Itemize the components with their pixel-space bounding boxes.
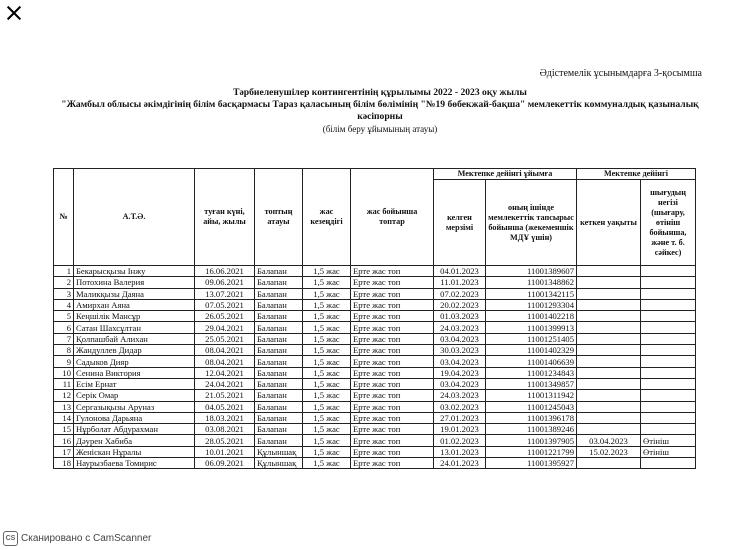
- row-age: 1,5 жас: [303, 458, 351, 469]
- table-row: [54, 345, 696, 356]
- row-left-date: [577, 356, 641, 367]
- row-age-group: Ерте жас топ: [351, 367, 434, 378]
- row-number: 1: [54, 266, 74, 277]
- row-state-order-code: 11001311942: [486, 390, 577, 401]
- header-birth-date: туған күні, айы, жылы: [195, 169, 255, 266]
- table-row: [54, 401, 696, 412]
- document-subtitle: (білім беру ұйымының атауы): [322, 124, 438, 134]
- row-age-group: Ерте жас топ: [351, 322, 434, 333]
- row-name: Кеңшілік Мансұр: [74, 311, 195, 322]
- row-group: Балапан: [255, 390, 303, 401]
- row-left-date: 15.02.2023: [577, 446, 641, 457]
- row-leave-reason: [641, 356, 696, 367]
- row-leave-reason: [641, 299, 696, 310]
- row-state-order-code: 11001402329: [486, 345, 577, 356]
- table-row: [54, 390, 696, 401]
- row-state-order-code: 11001342115: [486, 288, 577, 299]
- row-number: 9: [54, 356, 74, 367]
- row-left-date: [577, 299, 641, 310]
- row-number: 12: [54, 390, 74, 401]
- table-row: [54, 378, 696, 389]
- row-state-order-code: 11001293304: [486, 299, 577, 310]
- row-arrival-date: 19.01.2023: [434, 424, 486, 435]
- row-state-order-code: 11001389607: [486, 266, 577, 277]
- row-leave-reason: [641, 288, 696, 299]
- row-name: Амирхан Аяна: [74, 299, 195, 310]
- row-left-date: [577, 322, 641, 333]
- row-left-date: [577, 390, 641, 401]
- row-name: Наурызбаева Томирис: [74, 458, 195, 469]
- row-age-group: Ерте жас топ: [351, 288, 434, 299]
- row-age: 1,5 жас: [303, 356, 351, 367]
- row-number: 18: [54, 458, 74, 469]
- row-name: Есім Ернат: [74, 378, 195, 389]
- row-state-order-code: 11001399913: [486, 322, 577, 333]
- row-age-group: Ерте жас топ: [351, 378, 434, 389]
- row-left-date: [577, 424, 641, 435]
- table-row: [54, 266, 696, 277]
- row-arrival-date: 01.02.2023: [434, 435, 486, 446]
- row-number: 13: [54, 401, 74, 412]
- row-leave-reason: [641, 311, 696, 322]
- row-number: 7: [54, 333, 74, 344]
- row-arrival-date: 11.01.2023: [434, 277, 486, 288]
- row-birth-date: 21.05.2021: [195, 390, 255, 401]
- row-arrival-date: 24.03.2023: [434, 322, 486, 333]
- row-name: Нұрболат Абдурахман: [74, 424, 195, 435]
- row-age-group: Ерте жас топ: [351, 412, 434, 423]
- row-birth-date: 13.07.2021: [195, 288, 255, 299]
- header-arrival: келген мерзімі: [434, 180, 486, 266]
- row-age: 1,5 жас: [303, 367, 351, 378]
- row-arrival-date: 27.01.2023: [434, 412, 486, 423]
- row-left-date: 03.04.2023: [577, 435, 641, 446]
- row-left-date: [577, 412, 641, 423]
- row-age-group: Ерте жас топ: [351, 266, 434, 277]
- row-birth-date: 09.06.2021: [195, 277, 255, 288]
- row-name: Маликқызы Даяна: [74, 288, 195, 299]
- row-age: 1,5 жас: [303, 311, 351, 322]
- row-age-group: Ерте жас топ: [351, 277, 434, 288]
- row-age-group: Ерте жас топ: [351, 446, 434, 457]
- row-birth-date: 04.05.2021: [195, 401, 255, 412]
- row-state-order-code: 11001348862: [486, 277, 577, 288]
- row-name: Потохина Валерия: [74, 277, 195, 288]
- header-num: №: [54, 169, 74, 266]
- row-left-date: [577, 277, 641, 288]
- row-leave-reason: [641, 390, 696, 401]
- row-group: Балапан: [255, 401, 303, 412]
- row-age: 1,5 жас: [303, 424, 351, 435]
- row-arrival-date: 13.01.2023: [434, 446, 486, 457]
- row-group: Балапан: [255, 435, 303, 446]
- header-leave-reason: шығудың негізі (шығару, өтініш бойынша, және т. б. сәйкес): [641, 180, 696, 266]
- contingent-table: [53, 168, 696, 469]
- row-birth-date: 18.03.2021: [195, 412, 255, 423]
- row-name: Сенина Виктория: [74, 367, 195, 378]
- row-number: 15: [54, 424, 74, 435]
- row-arrival-date: 01.03.2023: [434, 311, 486, 322]
- row-state-order-code: 11001406639: [486, 356, 577, 367]
- row-name: Гулонова Дарьяна: [74, 412, 195, 423]
- row-birth-date: 25.05.2021: [195, 333, 255, 344]
- row-group: Құлыншақ: [255, 446, 303, 457]
- row-birth-date: 10.01.2021: [195, 446, 255, 457]
- row-number: 8: [54, 345, 74, 356]
- row-state-order-code: 11001349857: [486, 378, 577, 389]
- row-age-group: Ерте жас топ: [351, 390, 434, 401]
- row-leave-reason: [641, 378, 696, 389]
- row-age: 1,5 жас: [303, 446, 351, 457]
- row-group: Балапан: [255, 424, 303, 435]
- row-age-group: Ерте жас топ: [351, 424, 434, 435]
- row-number: 3: [54, 288, 74, 299]
- row-arrival-date: 04.01.2023: [434, 266, 486, 277]
- row-leave-reason: Өтініш: [641, 435, 696, 446]
- row-group: Балапан: [255, 378, 303, 389]
- row-group: Балапан: [255, 266, 303, 277]
- table-row: [54, 367, 696, 378]
- row-birth-date: 08.04.2021: [195, 345, 255, 356]
- row-leave-reason: [641, 458, 696, 469]
- row-birth-date: 06.09.2021: [195, 458, 255, 469]
- header-preschool-leave: Мектепке дейінгі: [577, 169, 696, 180]
- row-birth-date: 24.04.2021: [195, 378, 255, 389]
- close-icon[interactable]: [5, 4, 23, 22]
- row-leave-reason: [641, 322, 696, 333]
- row-birth-date: 03.08.2021: [195, 424, 255, 435]
- row-age: 1,5 жас: [303, 435, 351, 446]
- header-group: топтың атауы: [255, 169, 303, 266]
- row-name: Қолпашбай Алихан: [74, 333, 195, 344]
- row-left-date: [577, 458, 641, 469]
- table-row: [54, 299, 696, 310]
- document-title-line-2: "Жамбыл облысы әкімдігінің білім басқармасы Тараз қаласының білім бөлімінің "№19 бөбекжай-бақша" мемлекеттік коммуналдық қазыналық: [61, 99, 699, 110]
- document-title-line-1: Тәрбиеленушілер контингентінің құрылымы 2022 - 2023 оқу жылы: [233, 87, 527, 98]
- row-number: 10: [54, 367, 74, 378]
- header-state-order: оның ішінде мемлекеттік тапсырыс бойынша (жекеменшік МДҰ үшін): [486, 180, 577, 266]
- row-number: 5: [54, 311, 74, 322]
- row-birth-date: 28.05.2021: [195, 435, 255, 446]
- row-name: Бекарысқызы Інжу: [74, 266, 195, 277]
- row-group: Балапан: [255, 311, 303, 322]
- appendix-note: Әдістемелік ұсынымдарға 3-қосымша: [539, 68, 702, 79]
- row-name: Серік Омар: [74, 390, 195, 401]
- row-group: Балапан: [255, 345, 303, 356]
- row-state-order-code: 11001221799: [486, 446, 577, 457]
- row-age: 1,5 жас: [303, 288, 351, 299]
- row-age: 1,5 жас: [303, 378, 351, 389]
- row-group: Балапан: [255, 412, 303, 423]
- row-state-order-code: 11001396178: [486, 412, 577, 423]
- row-state-order-code: 11001395927: [486, 458, 577, 469]
- table-row: [54, 288, 696, 299]
- row-birth-date: 16.06.2021: [195, 266, 255, 277]
- row-leave-reason: [641, 401, 696, 412]
- row-left-date: [577, 345, 641, 356]
- row-age: 1,5 жас: [303, 266, 351, 277]
- header-age-period: жас кезеңдігі: [303, 169, 351, 266]
- row-leave-reason: [641, 277, 696, 288]
- row-arrival-date: 07.02.2023: [434, 288, 486, 299]
- row-age-group: Ерте жас топ: [351, 311, 434, 322]
- table-row: [54, 458, 696, 469]
- row-age: 1,5 жас: [303, 390, 351, 401]
- row-group: Құлыншақ: [255, 458, 303, 469]
- row-birth-date: 29.04.2021: [195, 322, 255, 333]
- row-group: Балапан: [255, 288, 303, 299]
- row-birth-date: 12.04.2021: [195, 367, 255, 378]
- row-group: Балапан: [255, 277, 303, 288]
- row-left-date: [577, 367, 641, 378]
- row-state-order-code: 11001402218: [486, 311, 577, 322]
- row-left-date: [577, 333, 641, 344]
- row-arrival-date: 03.04.2023: [434, 333, 486, 344]
- row-age-group: Ерте жас топ: [351, 356, 434, 367]
- row-leave-reason: [641, 412, 696, 423]
- row-number: 17: [54, 446, 74, 457]
- header-preschool-accept: Мектепке дейінгі ұйымға: [434, 169, 577, 180]
- row-name: Сатан Шахсұлтан: [74, 322, 195, 333]
- row-arrival-date: 03.02.2023: [434, 401, 486, 412]
- row-arrival-date: 30.03.2023: [434, 345, 486, 356]
- row-arrival-date: 20.02.2023: [434, 299, 486, 310]
- row-group: Балапан: [255, 367, 303, 378]
- row-arrival-date: 19.04.2023: [434, 367, 486, 378]
- row-number: 16: [54, 435, 74, 446]
- row-left-date: [577, 288, 641, 299]
- row-age: 1,5 жас: [303, 412, 351, 423]
- row-arrival-date: 03.04.2023: [434, 356, 486, 367]
- row-birth-date: 08.04.2021: [195, 356, 255, 367]
- row-age-group: Ерте жас топ: [351, 458, 434, 469]
- row-age-group: Ерте жас топ: [351, 435, 434, 446]
- row-arrival-date: 03.04.2023: [434, 378, 486, 389]
- table-row: [54, 446, 696, 457]
- row-name: Жандуллев Дидар: [74, 345, 195, 356]
- table-row: [54, 311, 696, 322]
- row-number: 6: [54, 322, 74, 333]
- row-left-date: [577, 401, 641, 412]
- table-row: [54, 322, 696, 333]
- header-left: кеткен уақыты: [577, 180, 641, 266]
- row-leave-reason: [641, 266, 696, 277]
- scanner-watermark: [3, 531, 151, 546]
- row-number: 11: [54, 378, 74, 389]
- scanner-label: Сканировано с CamScanner: [21, 533, 152, 544]
- row-age: 1,5 жас: [303, 277, 351, 288]
- row-name: Дәурен Хабиба: [74, 435, 195, 446]
- viewer-toolbar: [0, 0, 750, 40]
- row-age-group: Ерте жас топ: [351, 299, 434, 310]
- row-leave-reason: [641, 367, 696, 378]
- row-age: 1,5 жас: [303, 322, 351, 333]
- row-name: Садыков Дияр: [74, 356, 195, 367]
- row-left-date: [577, 266, 641, 277]
- table-row: [54, 424, 696, 435]
- row-leave-reason: [641, 333, 696, 344]
- camscanner-icon: CS: [3, 531, 18, 546]
- row-name: Сергазықызы Аруназ: [74, 401, 195, 412]
- row-age-group: Ерте жас топ: [351, 401, 434, 412]
- row-state-order-code: 11001389246: [486, 424, 577, 435]
- row-age: 1,5 жас: [303, 401, 351, 412]
- table-row: [54, 333, 696, 344]
- row-number: 14: [54, 412, 74, 423]
- row-group: Балапан: [255, 299, 303, 310]
- row-birth-date: 26.05.2021: [195, 311, 255, 322]
- row-birth-date: 07.05.2021: [195, 299, 255, 310]
- row-age: 1,5 жас: [303, 345, 351, 356]
- table-row: [54, 356, 696, 367]
- row-state-order-code: 11001251405: [486, 333, 577, 344]
- row-left-date: [577, 378, 641, 389]
- row-group: Балапан: [255, 322, 303, 333]
- row-left-date: [577, 311, 641, 322]
- row-age-group: Ерте жас топ: [351, 345, 434, 356]
- table-row: [54, 412, 696, 423]
- row-group: Балапан: [255, 333, 303, 344]
- row-state-order-code: 11001234843: [486, 367, 577, 378]
- table-row: [54, 277, 696, 288]
- row-arrival-date: 24.03.2023: [434, 390, 486, 401]
- row-name: Женіскан Нұралы: [74, 446, 195, 457]
- row-group: Балапан: [255, 356, 303, 367]
- table-row: [54, 435, 696, 446]
- row-state-order-code: 11001245043: [486, 401, 577, 412]
- row-arrival-date: 24.01.2023: [434, 458, 486, 469]
- row-age-group: Ерте жас топ: [351, 333, 434, 344]
- header-age-group: жас бойынша топтар: [351, 169, 434, 266]
- document-title-line-3: кәсіпорны: [357, 111, 403, 122]
- row-age: 1,5 жас: [303, 299, 351, 310]
- row-number: 2: [54, 277, 74, 288]
- row-age: 1,5 жас: [303, 333, 351, 344]
- row-leave-reason: [641, 424, 696, 435]
- row-leave-reason: [641, 345, 696, 356]
- row-number: 4: [54, 299, 74, 310]
- header-name: А.Т.Ә.: [74, 169, 195, 266]
- row-leave-reason: Өтініш: [641, 446, 696, 457]
- row-state-order-code: 11001397905: [486, 435, 577, 446]
